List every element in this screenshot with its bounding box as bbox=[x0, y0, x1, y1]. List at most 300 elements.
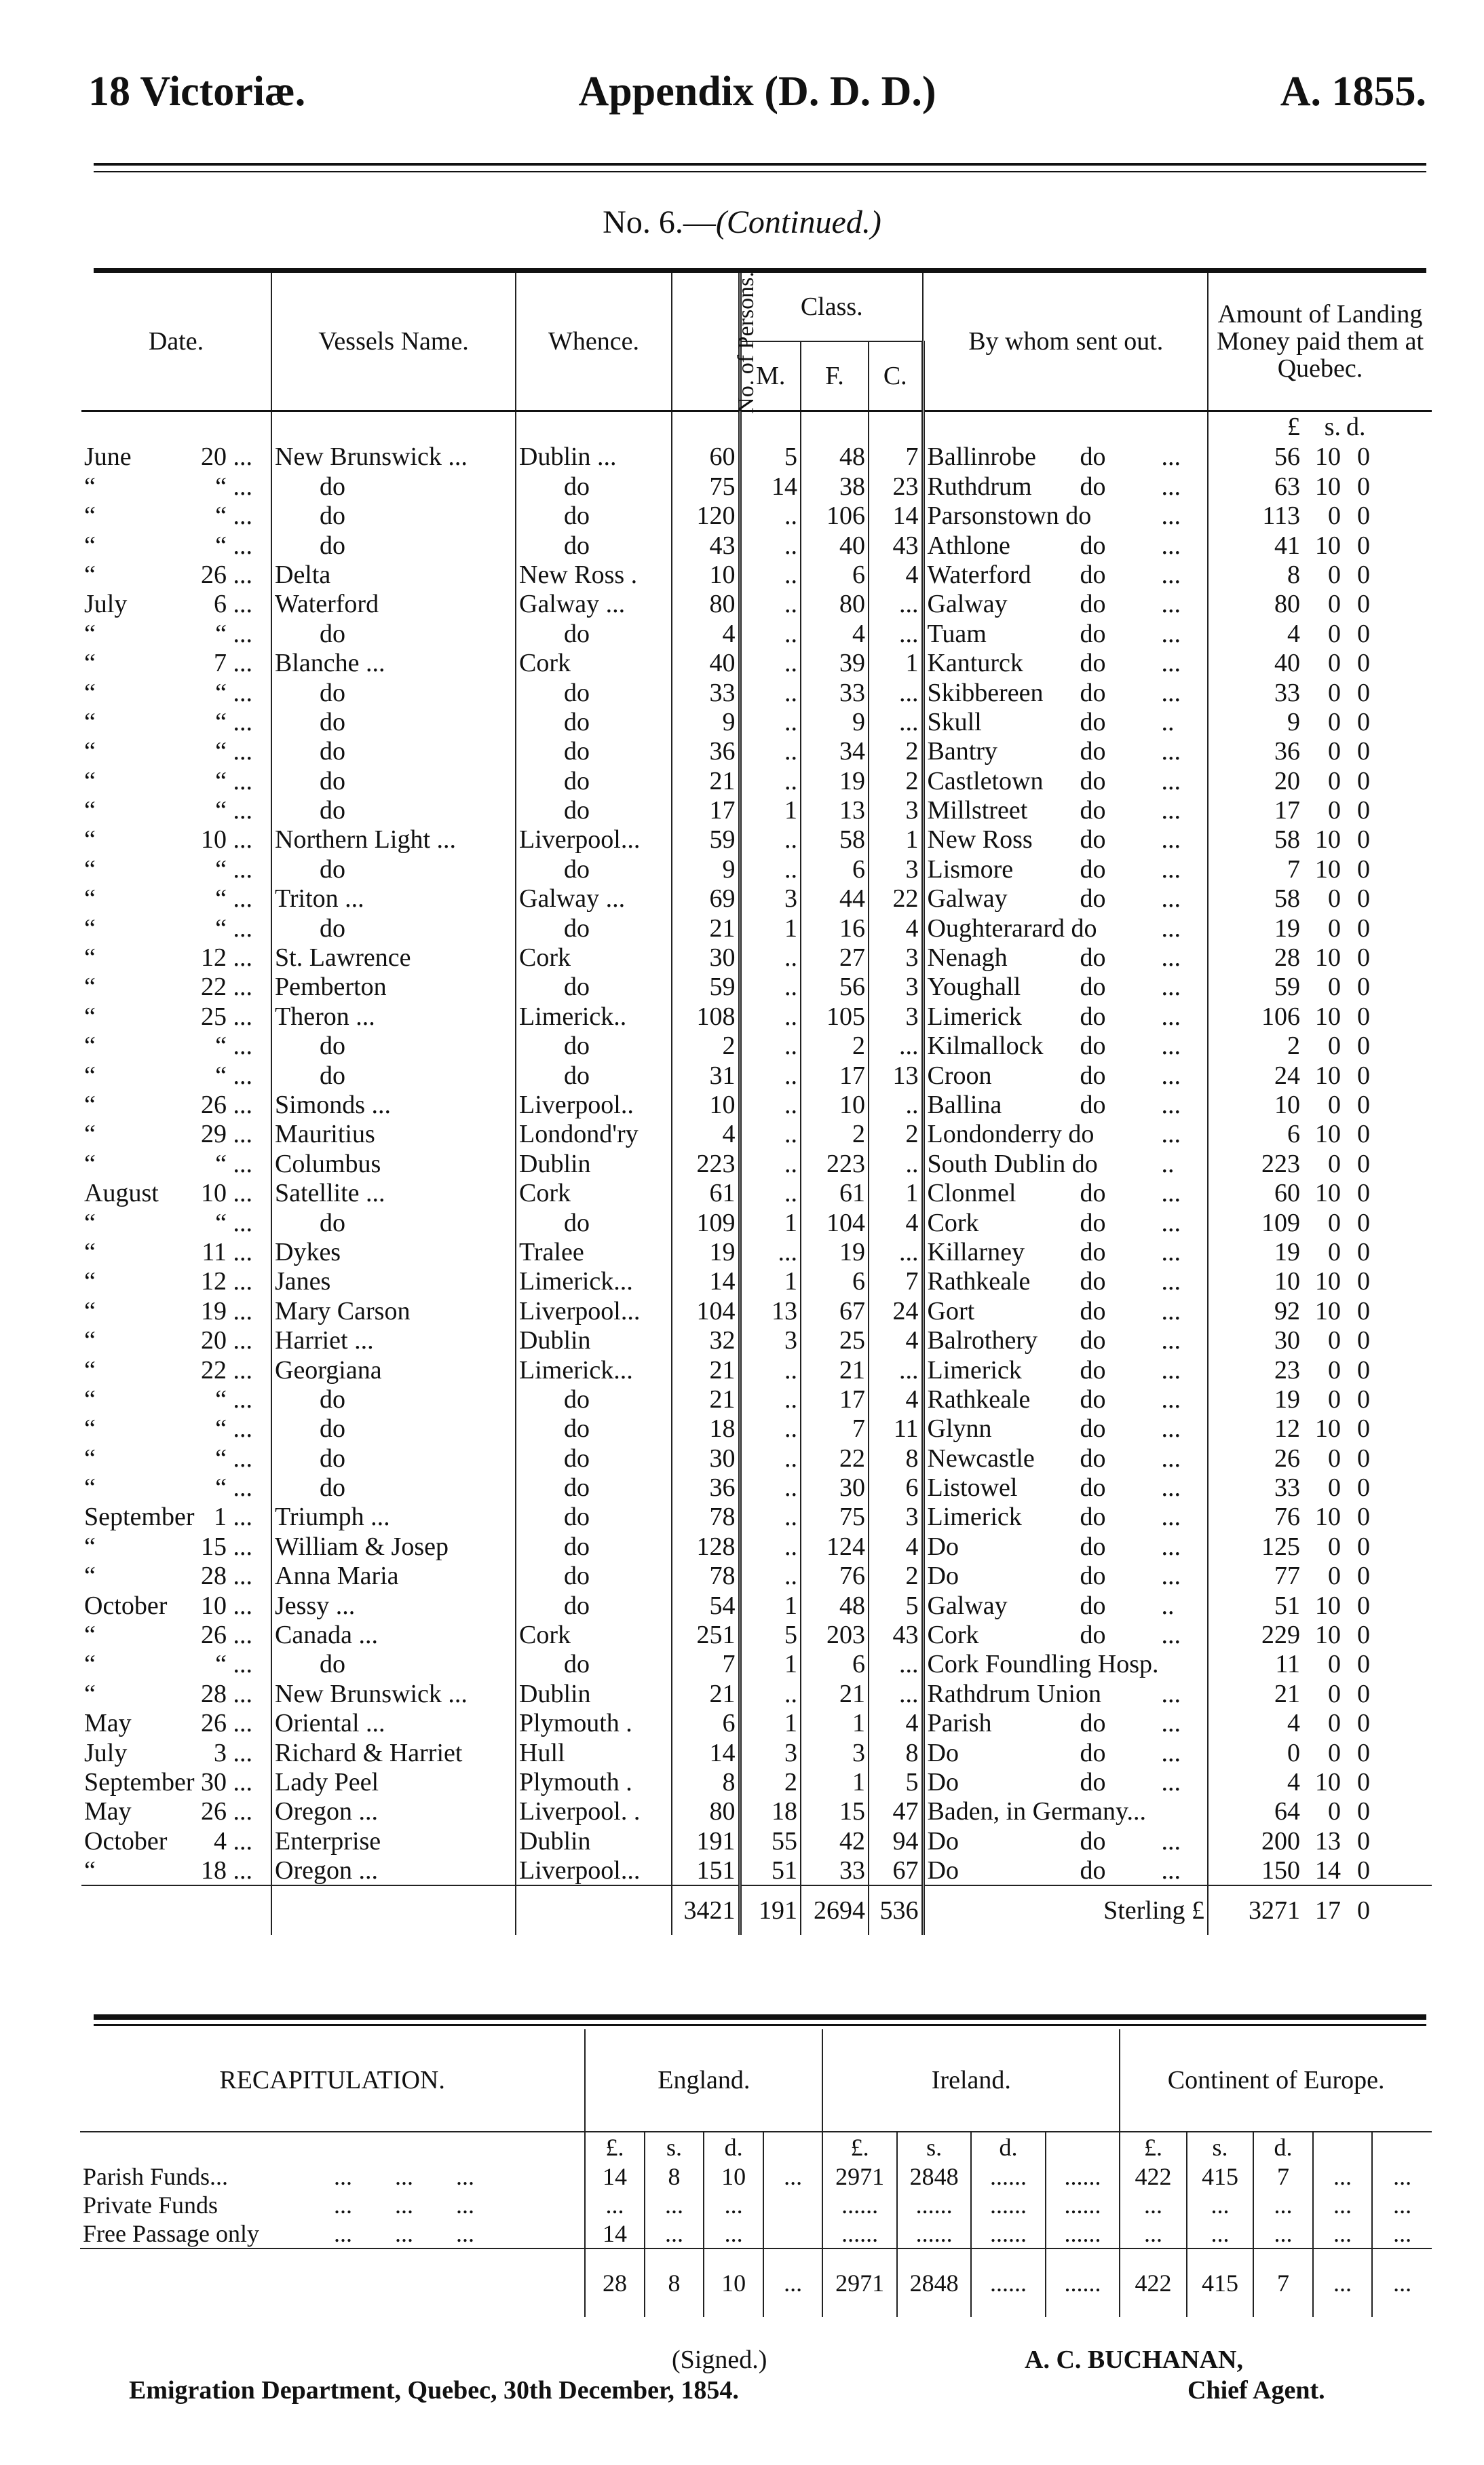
table-row bbox=[81, 1826, 1432, 1855]
cell-date: “ “ ... bbox=[84, 884, 252, 914]
cell-f: 203 bbox=[801, 1620, 869, 1649]
cell-l: 33 bbox=[1208, 1473, 1303, 1502]
cell-f: 22 bbox=[801, 1443, 869, 1472]
cell-date: May 26 ... bbox=[84, 1709, 252, 1738]
recap-cell: ... bbox=[585, 2191, 645, 2219]
cell-sent-by: Waterford do ... bbox=[923, 560, 1208, 589]
cell-whence: Liverpool.. bbox=[516, 1090, 672, 1119]
cell-whence: Cork bbox=[516, 943, 672, 972]
cell-d: 0 bbox=[1357, 1032, 1370, 1061]
cell-s: 0 bbox=[1328, 1562, 1341, 1591]
totals-row bbox=[81, 1885, 1432, 1935]
col-vessel: Vessels Name. bbox=[271, 273, 516, 411]
cell-date: “ “ ... bbox=[84, 796, 252, 825]
header-left: 18 Victoriæ. bbox=[88, 69, 306, 115]
cell-c: 67 bbox=[869, 1856, 923, 1885]
cell-whence: Liverpool. . bbox=[516, 1796, 672, 1826]
cell-l: 24 bbox=[1208, 1060, 1303, 1089]
cell-date: “ 19 ... bbox=[84, 1296, 252, 1325]
recap-row bbox=[80, 2191, 1432, 2219]
cell-sent-by: Nenagh do ... bbox=[923, 943, 1208, 972]
cell-date: “ “ ... bbox=[84, 1149, 252, 1178]
recap-cell: 14 bbox=[585, 2162, 645, 2191]
cell-d: 0 bbox=[1357, 472, 1370, 501]
cell-d: 0 bbox=[1357, 707, 1370, 736]
table-row bbox=[81, 825, 1432, 854]
total-c: 536 bbox=[869, 1885, 923, 1935]
cell-persons: 6 bbox=[672, 1708, 740, 1737]
cell-s: 10 bbox=[1315, 1621, 1341, 1650]
cell-c: 22 bbox=[869, 884, 923, 913]
cell-persons: 21 bbox=[672, 913, 740, 942]
cell-vessel: do bbox=[271, 1443, 516, 1472]
cell-s: 0 bbox=[1328, 1797, 1341, 1826]
cell-date: “ “ ... bbox=[84, 1385, 252, 1414]
cell-f: 10 bbox=[801, 1090, 869, 1119]
cell-f: 1 bbox=[801, 1708, 869, 1737]
cell-whence: New Ross . bbox=[516, 560, 672, 589]
cell-s: 0 bbox=[1328, 1650, 1341, 1679]
table-row bbox=[81, 618, 1432, 647]
cell-m: .. bbox=[740, 1502, 801, 1531]
cell-vessel: Triton ... bbox=[271, 884, 516, 913]
cell-d: 0 bbox=[1357, 1473, 1370, 1503]
cell-c: 47 bbox=[869, 1796, 923, 1826]
cell-sent-by: Listowel do ... bbox=[923, 1473, 1208, 1502]
cell-vessel: Dykes bbox=[271, 1237, 516, 1266]
cell-vessel: New Brunswick ... bbox=[271, 1678, 516, 1708]
cell-m: 1 bbox=[740, 1207, 801, 1237]
cell-persons: 30 bbox=[672, 943, 740, 972]
cell-c: 6 bbox=[869, 1473, 923, 1502]
cell-date: October 10 ... bbox=[84, 1591, 252, 1620]
col-class-c: C. bbox=[869, 341, 923, 411]
cell-d: 0 bbox=[1357, 1237, 1370, 1266]
recap-cell: 14 bbox=[585, 2219, 645, 2248]
cell-persons: 251 bbox=[672, 1620, 740, 1649]
cell-whence: do bbox=[516, 913, 672, 942]
cell-c: 4 bbox=[869, 560, 923, 589]
cell-s: 0 bbox=[1328, 737, 1341, 766]
cell-m: 1 bbox=[740, 913, 801, 942]
cell-date: “ 18 ... bbox=[84, 1856, 252, 1885]
cell-whence: do bbox=[516, 1473, 672, 1502]
cell-c: 3 bbox=[869, 943, 923, 972]
cell-m: .. bbox=[740, 943, 801, 972]
table-row bbox=[81, 795, 1432, 825]
cell-c: 1 bbox=[869, 1178, 923, 1207]
table-row bbox=[81, 1060, 1432, 1089]
cell-sent-by: Balrothery do ... bbox=[923, 1325, 1208, 1355]
cell-f: 17 bbox=[801, 1385, 869, 1414]
cell-d: 0 bbox=[1357, 1679, 1370, 1708]
cell-whence: do bbox=[516, 1031, 672, 1060]
cell-vessel: do bbox=[271, 677, 516, 707]
cell-d: 0 bbox=[1357, 914, 1370, 943]
cell-sent-by: Limerick do ... bbox=[923, 1502, 1208, 1531]
cell-sent-by: Newcastle do ... bbox=[923, 1443, 1208, 1472]
recap-cell: ...... bbox=[1046, 2219, 1120, 2248]
cell-l: 0 bbox=[1208, 1737, 1303, 1767]
cell-s: 0 bbox=[1328, 1326, 1341, 1355]
total-shillings: 17 bbox=[1303, 1885, 1344, 1935]
cell-d: 0 bbox=[1357, 1503, 1370, 1532]
cell-sent-by: Kilmallock do ... bbox=[923, 1031, 1208, 1060]
cell-date: June 20 ... bbox=[84, 443, 252, 472]
cell-date: July 3 ... bbox=[84, 1738, 252, 1767]
cell-c: ... bbox=[869, 1678, 923, 1708]
cell-date: “ 12 ... bbox=[84, 943, 252, 973]
cell-whence: do bbox=[516, 1531, 672, 1560]
cell-m: .. bbox=[740, 560, 801, 589]
cell-f: 30 bbox=[801, 1473, 869, 1502]
cell-date: “ 12 ... bbox=[84, 1267, 252, 1296]
cell-l: 17 bbox=[1208, 795, 1303, 825]
cell-l: 80 bbox=[1208, 589, 1303, 618]
cell-whence: Plymouth . bbox=[516, 1708, 672, 1737]
cell-m: 2 bbox=[740, 1767, 801, 1796]
cell-sent-by: Do do ... bbox=[923, 1767, 1208, 1796]
cell-vessel: do bbox=[271, 736, 516, 766]
cell-date: “ 26 ... bbox=[84, 1090, 252, 1119]
cell-s: 0 bbox=[1328, 1679, 1341, 1708]
cell-c: 43 bbox=[869, 530, 923, 559]
cell-f: 39 bbox=[801, 648, 869, 677]
table-row bbox=[81, 1590, 1432, 1619]
cell-persons: 151 bbox=[672, 1856, 740, 1885]
cell-sent-by: Rathkeale do ... bbox=[923, 1385, 1208, 1414]
cell-date: August 10 ... bbox=[84, 1179, 252, 1208]
cell-s: 10 bbox=[1315, 443, 1341, 472]
recap-cell bbox=[763, 2219, 823, 2248]
recapitulation-table bbox=[80, 2029, 1432, 2317]
cell-date: “ “ ... bbox=[84, 854, 252, 884]
cell-c: ... bbox=[869, 1237, 923, 1266]
recap-cell: ... bbox=[1120, 2219, 1187, 2248]
cell-whence: Liverpool... bbox=[516, 1856, 672, 1885]
cell-d: 0 bbox=[1357, 443, 1370, 472]
cell-vessel: Northern Light ... bbox=[271, 825, 516, 854]
cell-whence: do bbox=[516, 1443, 672, 1472]
cell-whence: Limerick... bbox=[516, 1266, 672, 1296]
cell-c: 14 bbox=[869, 501, 923, 530]
cell-d: 0 bbox=[1357, 1208, 1370, 1237]
cell-sent-by: Do do ... bbox=[923, 1561, 1208, 1590]
cell-persons: 18 bbox=[672, 1414, 740, 1443]
cell-d: 0 bbox=[1357, 1444, 1370, 1473]
cell-l: 125 bbox=[1208, 1531, 1303, 1560]
recap-cell: 10 bbox=[704, 2162, 763, 2191]
cell-vessel: Mary Carson bbox=[271, 1296, 516, 1325]
cell-vessel: William & Josep bbox=[271, 1531, 516, 1560]
table-row bbox=[81, 1414, 1432, 1443]
cell-whence: do bbox=[516, 1060, 672, 1089]
table-top-rule bbox=[94, 268, 1426, 273]
cell-persons: 36 bbox=[672, 1473, 740, 1502]
cell-vessel: do bbox=[271, 766, 516, 795]
cell-persons: 78 bbox=[672, 1502, 740, 1531]
recap-cell: ... bbox=[1372, 2191, 1432, 2219]
cell-sent-by: Ballinrobe do ... bbox=[923, 442, 1208, 471]
cell-persons: 223 bbox=[672, 1148, 740, 1178]
cell-m: 1 bbox=[740, 1708, 801, 1737]
cell-s: 0 bbox=[1328, 973, 1341, 1002]
cell-d: 0 bbox=[1357, 1385, 1370, 1414]
cell-vessel: do bbox=[271, 707, 516, 736]
cell-s: 0 bbox=[1328, 560, 1341, 589]
table-row bbox=[81, 1385, 1432, 1414]
cell-sent-by: Cork Foundling Hosp. bbox=[923, 1649, 1208, 1678]
cell-vessel: Mauritius bbox=[271, 1119, 516, 1148]
cell-persons: 75 bbox=[672, 471, 740, 500]
cell-sent-by: Ballina do ... bbox=[923, 1090, 1208, 1119]
cell-m: .. bbox=[740, 677, 801, 707]
cell-c: 2 bbox=[869, 1561, 923, 1590]
cell-date: July 6 ... bbox=[84, 590, 252, 619]
cell-f: 17 bbox=[801, 1060, 869, 1089]
cell-s: 10 bbox=[1315, 1061, 1341, 1090]
cell-vessel: Theron ... bbox=[271, 1001, 516, 1030]
cell-sent-by: Rathdrum Union ... bbox=[923, 1678, 1208, 1708]
col-sent-by: By whom sent out. bbox=[923, 273, 1208, 411]
cell-s: 10 bbox=[1315, 943, 1341, 973]
cell-sent-by: Parish do ... bbox=[923, 1708, 1208, 1737]
cell-s: 0 bbox=[1328, 707, 1341, 736]
recap-cell: ... bbox=[1313, 2219, 1373, 2248]
cell-persons: 14 bbox=[672, 1266, 740, 1296]
cell-s: 0 bbox=[1328, 914, 1341, 943]
cell-persons: 36 bbox=[672, 736, 740, 766]
cell-sent-by: New Ross do ... bbox=[923, 825, 1208, 854]
cell-c: ... bbox=[869, 589, 923, 618]
cell-l: 51 bbox=[1208, 1590, 1303, 1619]
recap-cell: ...... bbox=[822, 2219, 896, 2248]
cell-f: 6 bbox=[801, 1649, 869, 1678]
cell-c: 24 bbox=[869, 1296, 923, 1325]
cell-s: 0 bbox=[1328, 1208, 1341, 1237]
cell-whence: do bbox=[516, 1414, 672, 1443]
recap-cell: ...... bbox=[1046, 2162, 1120, 2191]
cell-vessel: St. Lawrence bbox=[271, 943, 516, 972]
recap-group-england: England. bbox=[585, 2029, 822, 2132]
recap-cell: ... bbox=[763, 2162, 823, 2191]
cell-d: 0 bbox=[1357, 560, 1370, 589]
cell-vessel: do bbox=[271, 530, 516, 559]
cell-s: 0 bbox=[1328, 1355, 1341, 1385]
recap-label: Free Passage only ... ... ... bbox=[83, 2220, 474, 2247]
cell-s: 13 bbox=[1315, 1826, 1341, 1856]
cell-l: 10 bbox=[1208, 1090, 1303, 1119]
cell-date: “ 10 ... bbox=[84, 825, 252, 854]
cell-date: “ 28 ... bbox=[84, 1562, 252, 1591]
cell-date: “ “ ... bbox=[84, 1208, 252, 1237]
cell-l: 58 bbox=[1208, 825, 1303, 854]
cell-f: 7 bbox=[801, 1414, 869, 1443]
cell-persons: 4 bbox=[672, 618, 740, 647]
table-row bbox=[81, 1767, 1432, 1796]
cell-m: .. bbox=[740, 1060, 801, 1089]
cell-d: 0 bbox=[1357, 766, 1370, 795]
cell-m: .. bbox=[740, 1031, 801, 1060]
recap-cell: ... bbox=[1372, 2219, 1432, 2248]
cell-s: 0 bbox=[1328, 502, 1341, 531]
cell-whence: Dublin bbox=[516, 1148, 672, 1178]
cell-date: “ “ ... bbox=[84, 472, 252, 501]
cell-persons: 43 bbox=[672, 530, 740, 559]
cell-vessel: do bbox=[271, 1060, 516, 1089]
table-row bbox=[81, 1119, 1432, 1148]
cell-c: .. bbox=[869, 1090, 923, 1119]
recap-cell: ...... bbox=[971, 2162, 1045, 2191]
cell-l: 7 bbox=[1208, 854, 1303, 883]
cell-s: 0 bbox=[1328, 1237, 1341, 1266]
recap-cell: ... bbox=[1313, 2191, 1373, 2219]
recap-title: RECAPITULATION. bbox=[219, 2066, 445, 2094]
cell-s: 0 bbox=[1328, 884, 1341, 914]
cell-m: .. bbox=[740, 589, 801, 618]
cell-f: 44 bbox=[801, 884, 869, 913]
table-row bbox=[81, 1148, 1432, 1178]
cell-c: 3 bbox=[869, 854, 923, 883]
cell-sent-by: Millstreet do ... bbox=[923, 795, 1208, 825]
cell-vessel: Richard & Harriet bbox=[271, 1737, 516, 1767]
table-row bbox=[81, 530, 1432, 559]
cell-vessel: Triumph ... bbox=[271, 1502, 516, 1531]
cell-vessel: do bbox=[271, 913, 516, 942]
cell-persons: 33 bbox=[672, 677, 740, 707]
cell-f: 21 bbox=[801, 1678, 869, 1708]
cell-l: 2 bbox=[1208, 1031, 1303, 1060]
cell-s: 14 bbox=[1315, 1856, 1341, 1885]
cell-l: 109 bbox=[1208, 1207, 1303, 1237]
cell-whence: do bbox=[516, 1649, 672, 1678]
cell-s: 0 bbox=[1328, 1149, 1341, 1178]
table-row bbox=[81, 1296, 1432, 1325]
cell-whence: Limerick.. bbox=[516, 1001, 672, 1030]
cell-d: 0 bbox=[1357, 1326, 1370, 1355]
cell-d: 0 bbox=[1357, 1797, 1370, 1826]
cell-s: 0 bbox=[1328, 1032, 1341, 1061]
cell-whence: Galway ... bbox=[516, 884, 672, 913]
cell-whence: do bbox=[516, 707, 672, 736]
cell-vessel: Pemberton bbox=[271, 972, 516, 1001]
cell-l: 150 bbox=[1208, 1856, 1303, 1885]
cell-vessel: Harriet ... bbox=[271, 1325, 516, 1355]
cell-l: 40 bbox=[1208, 648, 1303, 677]
cell-c: ... bbox=[869, 1649, 923, 1678]
table-row bbox=[81, 1856, 1432, 1885]
cell-sent-by: Galway do .. bbox=[923, 1590, 1208, 1619]
recap-cell: ... bbox=[645, 2191, 704, 2219]
cell-whence: Tralee bbox=[516, 1237, 672, 1266]
cell-persons: 109 bbox=[672, 1207, 740, 1237]
cell-l: 63 bbox=[1208, 471, 1303, 500]
currency-shilling: s. bbox=[1303, 411, 1344, 443]
table-row bbox=[81, 1531, 1432, 1560]
cell-vessel: Janes bbox=[271, 1266, 516, 1296]
cell-persons: 7 bbox=[672, 1649, 740, 1678]
cell-date: “ “ ... bbox=[84, 914, 252, 943]
cell-persons: 59 bbox=[672, 972, 740, 1001]
cell-sent-by: Bantry do ... bbox=[923, 736, 1208, 766]
table-row bbox=[81, 1325, 1432, 1355]
cell-l: 223 bbox=[1208, 1148, 1303, 1178]
cell-date: “ “ ... bbox=[84, 707, 252, 736]
table-row bbox=[81, 560, 1432, 589]
cell-d: 0 bbox=[1357, 1591, 1370, 1620]
cell-m: .. bbox=[740, 1355, 801, 1384]
cell-l: 23 bbox=[1208, 1355, 1303, 1384]
total-label: Sterling £ bbox=[923, 1885, 1208, 1935]
cell-f: 40 bbox=[801, 530, 869, 559]
cell-whence: Cork bbox=[516, 648, 672, 677]
cell-date: “ “ ... bbox=[84, 531, 252, 560]
table-row bbox=[81, 501, 1432, 530]
cell-vessel: Oregon ... bbox=[271, 1856, 516, 1885]
cell-s: 10 bbox=[1315, 854, 1341, 884]
cell-m: .. bbox=[740, 648, 801, 677]
cell-vessel: do bbox=[271, 1649, 516, 1678]
cell-m: .. bbox=[740, 1385, 801, 1414]
cell-vessel: Oregon ... bbox=[271, 1796, 516, 1826]
cell-m: 5 bbox=[740, 442, 801, 471]
cell-c: 8 bbox=[869, 1737, 923, 1767]
cell-m: .. bbox=[740, 972, 801, 1001]
cell-whence: Hull bbox=[516, 1737, 672, 1767]
cell-f: 38 bbox=[801, 471, 869, 500]
total-f: 2694 bbox=[801, 1885, 869, 1935]
cell-sent-by: Castletown do ... bbox=[923, 766, 1208, 795]
cell-c: 5 bbox=[869, 1767, 923, 1796]
cell-sent-by: Do do ... bbox=[923, 1737, 1208, 1767]
cell-f: 2 bbox=[801, 1031, 869, 1060]
cell-persons: 9 bbox=[672, 707, 740, 736]
cell-s: 0 bbox=[1328, 649, 1341, 678]
recap-cell: 2971 bbox=[822, 2162, 896, 2191]
col-amount: Amount of Landing Money paid them at Quebec. bbox=[1208, 273, 1432, 411]
cell-f: 6 bbox=[801, 854, 869, 883]
cell-d: 0 bbox=[1357, 1532, 1370, 1561]
cell-whence: do bbox=[516, 972, 672, 1001]
cell-whence: Cork bbox=[516, 1178, 672, 1207]
cell-persons: 80 bbox=[672, 1796, 740, 1826]
cell-whence: do bbox=[516, 1207, 672, 1237]
recap-cell: ...... bbox=[822, 2191, 896, 2219]
table-row bbox=[81, 1031, 1432, 1060]
cell-sent-by: Killarney do ... bbox=[923, 1237, 1208, 1266]
table-row bbox=[81, 707, 1432, 736]
cell-vessel: Jessy ... bbox=[271, 1590, 516, 1619]
cell-d: 0 bbox=[1357, 796, 1370, 825]
cell-l: 19 bbox=[1208, 913, 1303, 942]
table-row bbox=[81, 943, 1432, 972]
cell-s: 0 bbox=[1328, 1444, 1341, 1473]
cell-s: 0 bbox=[1328, 796, 1341, 825]
cell-vessel: Columbus bbox=[271, 1148, 516, 1178]
table-row bbox=[81, 1649, 1432, 1678]
header-center: Appendix (D. D. D.) bbox=[578, 69, 936, 115]
cell-m: 14 bbox=[740, 471, 801, 500]
cell-f: 16 bbox=[801, 913, 869, 942]
cell-c: 23 bbox=[869, 471, 923, 500]
table-row bbox=[81, 677, 1432, 707]
cell-f: 6 bbox=[801, 560, 869, 589]
cell-s: 10 bbox=[1315, 1002, 1341, 1031]
cell-l: 9 bbox=[1208, 707, 1303, 736]
recap-cell: ...... bbox=[1046, 2191, 1120, 2219]
cell-l: 60 bbox=[1208, 1178, 1303, 1207]
cell-date: “ “ ... bbox=[84, 678, 252, 707]
